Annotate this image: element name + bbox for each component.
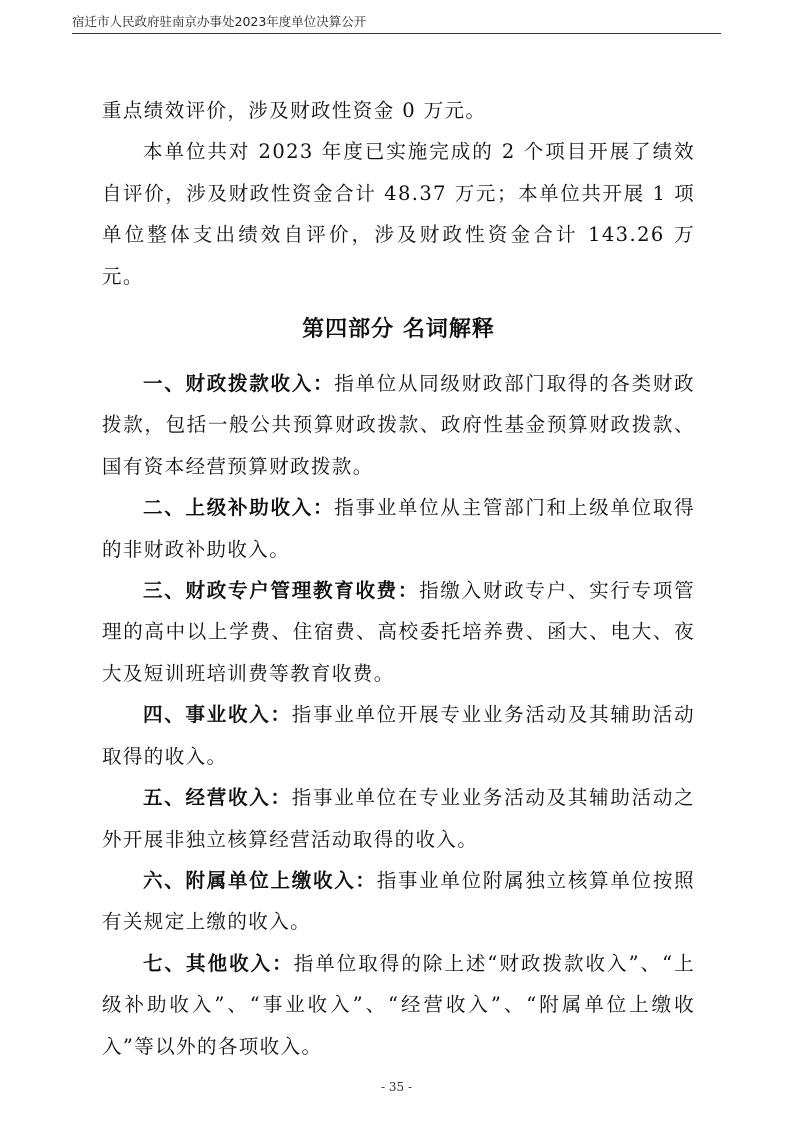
term-item bbox=[102, 694, 695, 777]
term-definition: 指单位取得的除上述“财政拨款收入”、“上级补助收入”、“事业收入”、“经营收入”、“附属单位上缴收入”等以外的各项收入。 bbox=[102, 951, 695, 1058]
term-label: 三、财政专户管理教育收费： bbox=[143, 579, 420, 603]
page-number: - 35 - bbox=[380, 1080, 412, 1094]
term-item bbox=[102, 943, 695, 1067]
running-header: 宿迁市人民政府驻南京办事处2023年度单位决算公开 bbox=[72, 14, 367, 29]
term-label: 五、经营收入： bbox=[143, 786, 292, 810]
term-definition: 指缴入财政专户、实行专项管理的高中以上学费、住宿费、高校委托培养费、函大、电大、夜大及短训班培训费等教育收费。 bbox=[102, 579, 695, 685]
term-definition: 指单位从同级财政部门取得的各类财政拨款，包括一般公共预算财政拨款、政府性基金预算财政拨款、国有资本经营预算财政拨款。 bbox=[102, 372, 695, 478]
section-heading: 第四部分 名词解释 bbox=[302, 317, 495, 343]
term-definition: 指事业单位附属独立核算单位按照有关规定上缴的收入。 bbox=[102, 868, 695, 934]
paragraph-self-evaluation: 本单位共对 2023 年度已实施完成的 2 个项目开展了绩效自评价，涉及财政性资金合计 48.37 万元；本单位共开展 1 项单位整体支出绩效自评价，涉及财政性资金合计 143.26 万元。 bbox=[102, 140, 695, 288]
term-label: 一、财政拨款收入： bbox=[143, 372, 335, 396]
term-definition: 指事业单位从主管部门和上级单位取得的非财政补助收入。 bbox=[102, 496, 695, 561]
term-item bbox=[102, 363, 695, 487]
term-label: 四、事业收入： bbox=[143, 703, 292, 727]
term-label: 六、附属单位上缴收入： bbox=[143, 868, 377, 892]
term-item bbox=[102, 487, 695, 570]
term-label: 二、上级补助收入： bbox=[143, 496, 335, 520]
term-label: 七、其他收入： bbox=[143, 951, 294, 975]
paragraph-continuation: 重点绩效评价，涉及财政性资金 0 万元。 bbox=[102, 99, 487, 122]
document-body bbox=[102, 90, 695, 1067]
header-divider bbox=[72, 33, 721, 34]
term-item bbox=[102, 570, 695, 694]
term-definition: 指事业单位在专业业务活动及其辅助活动之外开展非独立核算经营活动取得的收入。 bbox=[102, 786, 695, 851]
term-item bbox=[102, 777, 695, 860]
term-item bbox=[102, 860, 695, 943]
term-definition: 指事业单位开展专业业务活动及其辅助活动取得的收入。 bbox=[102, 703, 695, 768]
